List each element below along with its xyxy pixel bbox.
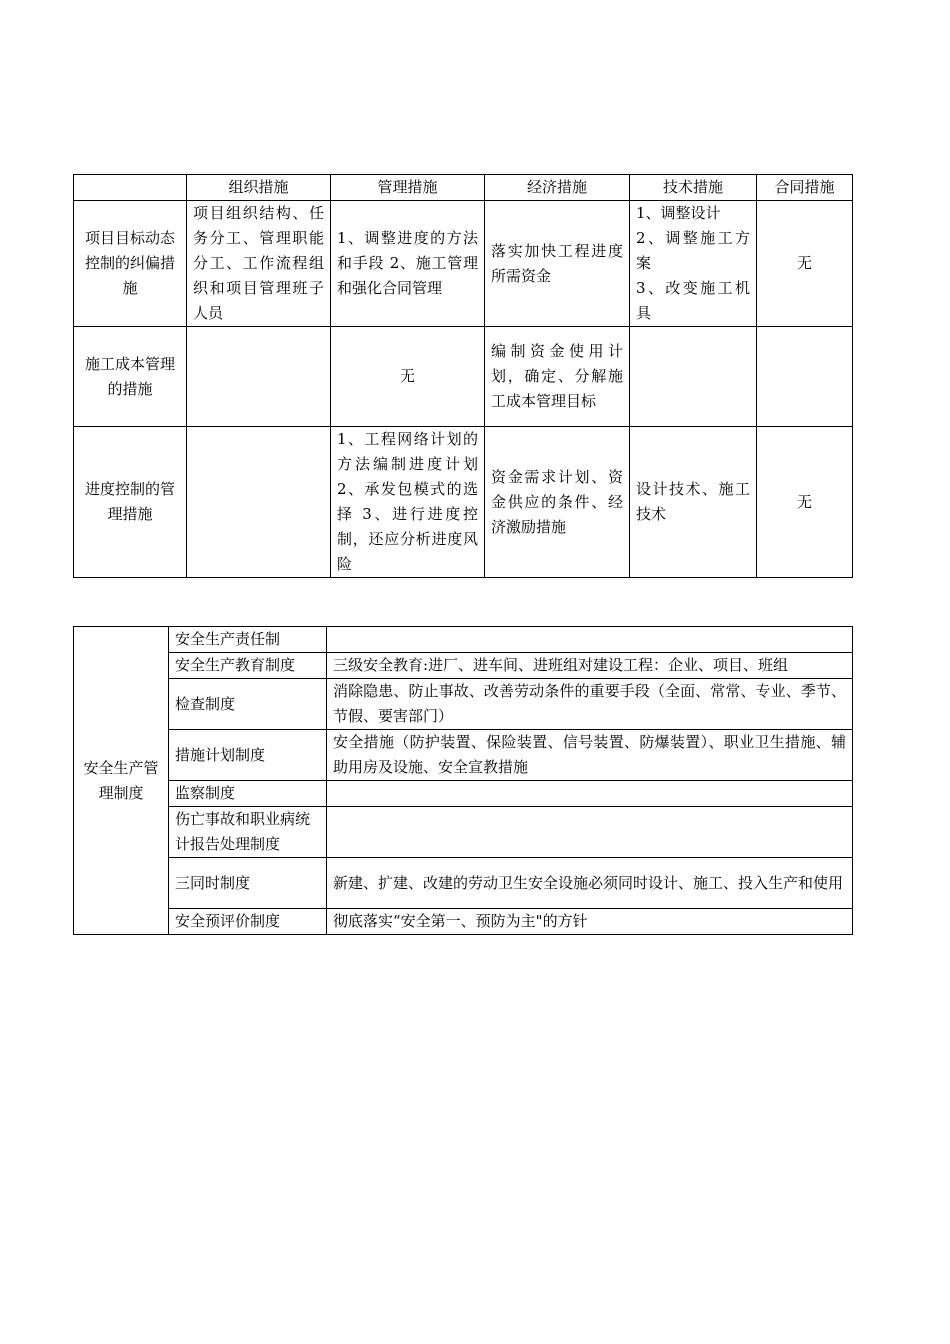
- system-desc: [327, 781, 853, 807]
- group-label: 安全生产管理制度: [74, 627, 169, 935]
- row-label: 施工成本管理的措施: [74, 327, 187, 427]
- row-label: 项目目标动态控制的纠偏措施: [74, 201, 187, 327]
- system-name: 监察制度: [169, 781, 327, 807]
- tech-item: 3、改变施工机具: [636, 279, 750, 322]
- table-row: [74, 909, 853, 935]
- system-name: 措施计划制度: [169, 730, 327, 781]
- system-name: 安全生产责任制: [169, 627, 327, 653]
- table-row: [74, 730, 853, 781]
- cell-tech: [630, 327, 757, 427]
- table-row: [74, 807, 853, 858]
- system-desc: [327, 807, 853, 858]
- header-cell: 经济措施: [485, 175, 630, 201]
- safety-system-table: [73, 626, 853, 935]
- cell-mgmt: 1、调整进度的方法和手段 2、施工管理和强化合同管理: [331, 201, 485, 327]
- table-row: [74, 427, 853, 578]
- table-header-row: [74, 175, 853, 201]
- header-cell: [74, 175, 187, 201]
- cell-econ: 资金需求计划、资金供应的条件、经济激励措施: [485, 427, 630, 578]
- cell-mgmt: 无: [331, 327, 485, 427]
- header-cell: 合同措施: [757, 175, 853, 201]
- system-desc: 新建、扩建、改建的劳动卫生安全设施必须同时设计、施工、投入生产和使用: [327, 858, 853, 909]
- cell-econ: 落实加快工程进度所需资金: [485, 201, 630, 327]
- system-name: 三同时制度: [169, 858, 327, 909]
- system-desc: 消除隐患、防止事故、改善劳动条件的重要手段（全面、常常、专业、季节、节假、要害部门）: [327, 679, 853, 730]
- table-row: [74, 653, 853, 679]
- cell-contract: 无: [757, 201, 853, 327]
- header-cell: 技术措施: [630, 175, 757, 201]
- row-label: 进度控制的管理措施: [74, 427, 187, 578]
- tech-item: 1、调整设计: [636, 204, 721, 222]
- cell-tech: [630, 201, 757, 327]
- table-row: [74, 858, 853, 909]
- system-name: 检查制度: [169, 679, 327, 730]
- measures-table: [73, 174, 853, 578]
- header-cell: 管理措施: [331, 175, 485, 201]
- system-name: 安全生产教育制度: [169, 653, 327, 679]
- cell-tech: 设计技术、施工技术: [630, 427, 757, 578]
- cell-org: 项目组织结构、任务分工、管理职能分工、工作流程组织和项目管理班子人员: [187, 201, 331, 327]
- table-row: [74, 201, 853, 327]
- system-desc: 彻底落实“安全第一、预防为主"的方针: [327, 909, 853, 935]
- table-row: [74, 327, 853, 427]
- cell-contract: 无: [757, 427, 853, 578]
- cell-econ: 编制资金使用计划，确定、分解施工成本管理目标: [485, 327, 630, 427]
- header-cell: 组织措施: [187, 175, 331, 201]
- cell-org: [187, 327, 331, 427]
- system-name: 伤亡事故和职业病统计报告处理制度: [169, 807, 327, 858]
- cell-mgmt: 1、工程网络计划的方法编制进度计划 2、承发包模式的选择 3、进行进度控制，还应分析进度风险: [331, 427, 485, 578]
- system-desc: 安全措施（防护装置、保险装置、信号装置、防爆装置）、职业卫生措施、辅助用房及设施、安全宣教措施: [327, 730, 853, 781]
- cell-org: [187, 427, 331, 578]
- table-row: [74, 627, 853, 653]
- system-desc: [327, 627, 853, 653]
- table-row: [74, 781, 853, 807]
- cell-contract: [757, 327, 853, 427]
- system-name: 安全预评价制度: [169, 909, 327, 935]
- tech-item: 2、调整施工方案: [636, 229, 750, 272]
- table-row: [74, 679, 853, 730]
- system-desc: 三级安全教育:进厂、进车间、进班组对建设工程：企业、项目、班组: [327, 653, 853, 679]
